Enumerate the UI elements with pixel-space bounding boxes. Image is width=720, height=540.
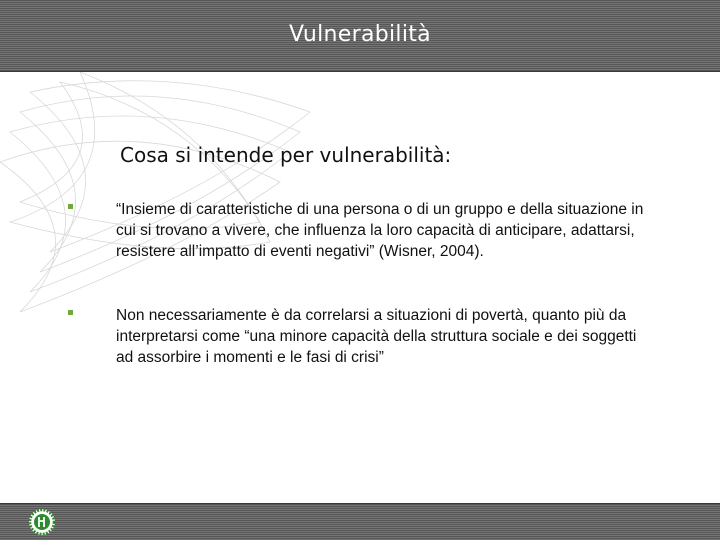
- square-bullet-icon: [68, 310, 73, 315]
- square-bullet-icon: [68, 204, 73, 209]
- slide-heading: Cosa si intende per vulnerabilità:: [120, 143, 452, 167]
- bullet-text: Non necessariamente è da correlarsi a situazioni di povertà, quanto più da interpretarsi come “una minore capacità della struttura sociale e dei soggetti ad assorbire i momenti e le fasi di crisi”: [116, 307, 637, 366]
- bullet-text: “Insieme di caratteristiche di una persona o di un gruppo e della situazione in cui si trovano a vivere, che influenza la loro capacità di anticipare, adattarsi, resistere all’impatto di eventi negativi” (Wisner, 2004).: [116, 201, 644, 260]
- slide-title: Vulnerabilità: [289, 22, 431, 47]
- title-bar: [0, 0, 720, 72]
- footer-bar: [0, 503, 720, 540]
- round-green-logo-icon: [28, 508, 56, 536]
